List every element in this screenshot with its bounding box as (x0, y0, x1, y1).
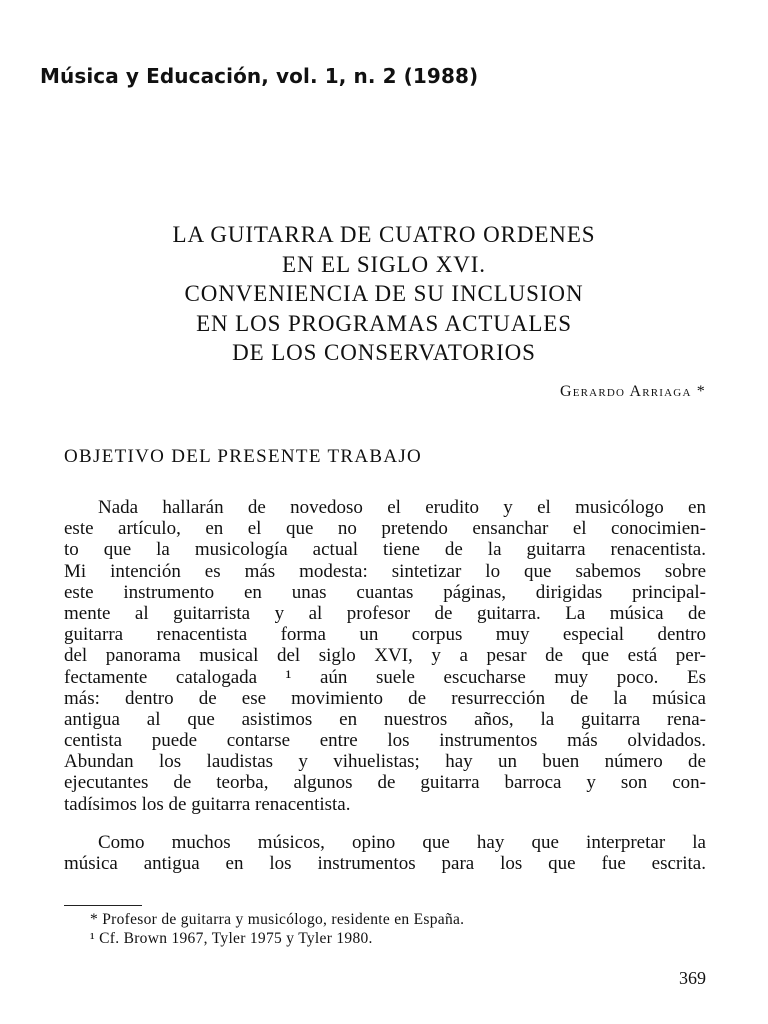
footnote: * Profesor de guitarra y musicólogo, residente en España. (90, 911, 465, 928)
text-line: fectamente catalogada ¹ aún suele escucharse muy poco. Es (64, 666, 706, 688)
text-line: mente al guitarrista y al profesor de guitarra. La música de (64, 602, 706, 624)
paragraph (64, 832, 706, 874)
text-line: más: dentro de ese movimiento de resurrección de la música (64, 687, 706, 709)
footnote: ¹ Cf. Brown 1967, Tyler 1975 y Tyler 1980. (90, 930, 373, 947)
section-heading: OBJETIVO DEL PRESENTE TRABAJO (64, 446, 423, 467)
text-line: antigua al que asistimos en nuestros años, la guitarra rena- (64, 708, 706, 730)
title-line: DE LOS CONSERVATORIOS (232, 340, 536, 365)
text-line: Mi intención es más modesta: sintetizar lo que sabemos sobre (64, 560, 706, 582)
paragraph-gap (64, 815, 706, 832)
author-byline: Gerardo Arriaga * (559, 383, 706, 400)
text-line: este instrumento en unas cuantas páginas, dirigidas principal- (64, 581, 706, 603)
text-line: música antigua en los instrumentos para los que fue escrita. (64, 853, 706, 874)
title-line: CONVENIENCIA DE SU INCLUSION (184, 281, 584, 306)
text-line: del panorama musical del siglo XVI, y a pesar de que está per- (64, 645, 706, 667)
text-line: to que la musicología actual tiene de la guitarra renacentista. (64, 539, 706, 561)
footnote-divider (64, 905, 142, 906)
text-line: guitarra renacentista forma un corpus muy especial dentro (64, 624, 706, 646)
article-body (64, 497, 706, 874)
text-line: Abundan los laudistas y vihuelistas; hay un buen número de (64, 751, 706, 773)
title-line: EN LOS PROGRAMAS ACTUALES (196, 310, 572, 336)
footnotes (90, 910, 464, 948)
paragraph (64, 497, 706, 815)
text-line: centista puede contarse entre los instrumentos más olvidados. (64, 730, 706, 752)
article-title (84, 220, 684, 368)
journal-header: Música y Educación, vol. 1, n. 2 (1988) (40, 64, 479, 88)
title-line: LA GUITARRA DE CUATRO ORDENES (172, 222, 596, 247)
text-line: tadísimos los de guitarra renacentista. (64, 793, 351, 815)
text-line: Como muchos músicos, opino que hay que interpretar la (98, 831, 706, 853)
text-line: este artículo, en el que no pretendo ensanchar el conocimien- (64, 518, 706, 540)
page-number: 369 (679, 968, 706, 988)
text-line: ejecutantes de teorba, algunos de guitarra barroca y son con- (64, 772, 706, 794)
title-line: EN EL SIGLO XVI. (282, 251, 486, 277)
text-line: Nada hallarán de novedoso el erudito y el musicólogo en (98, 497, 706, 518)
